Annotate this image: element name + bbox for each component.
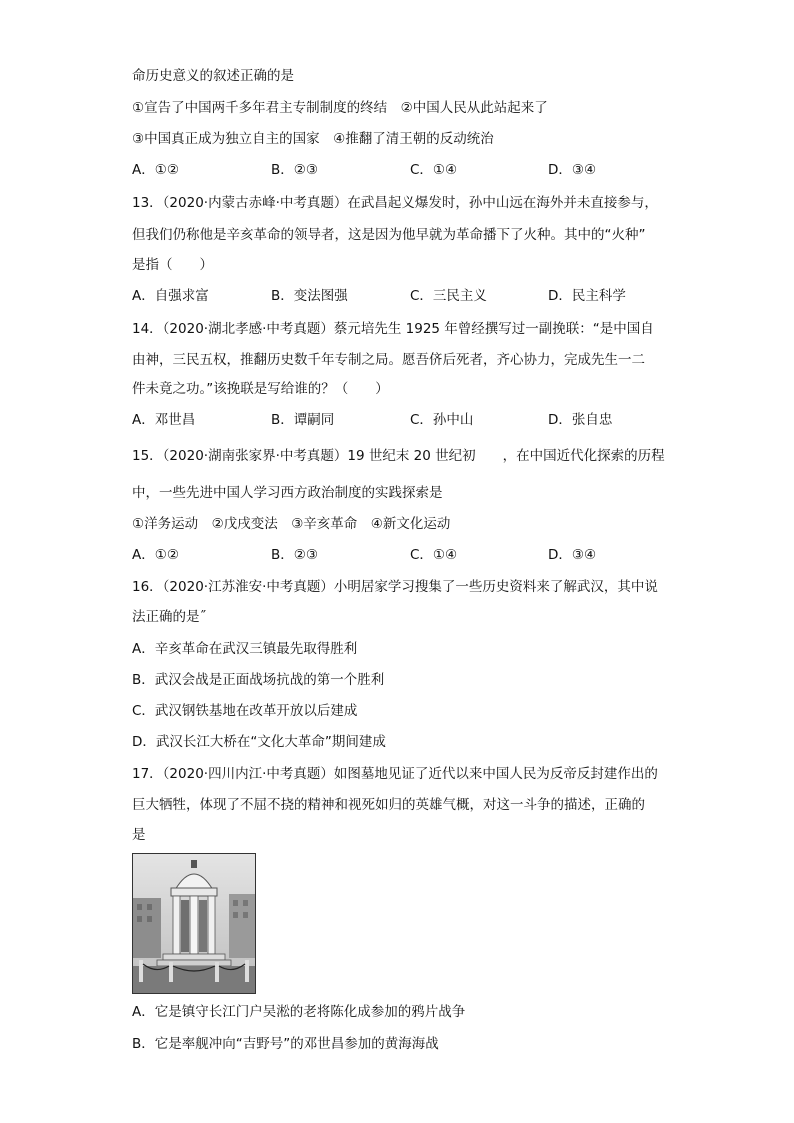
option-d: D．武汉长江大桥在“文化大革命”期间建成 bbox=[132, 734, 386, 750]
option-a: A．邓世昌 bbox=[132, 412, 196, 428]
option-c: C．武汉钢铁基地在改革开放以后建成 bbox=[132, 703, 358, 719]
option-a: A．①② bbox=[132, 162, 179, 178]
question-text-line: 命历史意义的叙述正确的是 bbox=[132, 68, 294, 84]
question-17-line: 17．（2020·四川内江·中考真题）如图墓地见证了近代以来中国人民为反帝反封建作出的 bbox=[132, 766, 658, 782]
question-17-line: 巨大牺牲，体现了不屈不挠的精神和视死如归的英雄气概，对这一斗争的描述，正确的 bbox=[132, 797, 645, 813]
question-15-line: 15．（2020·湖南张家界·中考真题）19 世纪末 20 世纪初 ，在中国近代化探索的历程 bbox=[132, 448, 665, 464]
question-14-line: 14．（2020·湖北孝感·中考真题）蔡元培先生 1925 年曾经撰写过一副挽联：“是中国自 bbox=[132, 321, 654, 337]
question-13-line: 13．（2020·内蒙古赤峰·中考真题）在武昌起义爆发时，孙中山远在海外并未直接参与， bbox=[132, 195, 658, 211]
option-b: B．②③ bbox=[271, 547, 318, 563]
option-a: A．它是镇守长江门户吴淞的老将陈化成参加的鸦片战争 bbox=[132, 1004, 466, 1020]
option-d: D．③④ bbox=[548, 547, 597, 563]
option-b: B．变法图强 bbox=[271, 288, 348, 304]
option-c: C．①④ bbox=[410, 547, 458, 563]
option-d: D．张自忠 bbox=[548, 412, 613, 428]
option-c: C．①④ bbox=[410, 162, 458, 178]
question-14-line: 由神，三民五权，推翻历史数千年专制之局。愿吾侪后死者，齐心协力，完成先生一二 bbox=[132, 352, 645, 368]
memorial-tomb-photo bbox=[132, 853, 256, 994]
option-a: A．自强求富 bbox=[132, 288, 209, 304]
option-b: B．它是率舰冲向“吉野号”的邓世昌参加的黄海海战 bbox=[132, 1036, 439, 1052]
question-14-line: 件未竟之功。”该挽联是写给谁的？（ ） bbox=[132, 381, 389, 397]
option-a: A．辛亥革命在武汉三镇最先取得胜利 bbox=[132, 641, 358, 657]
option-c: C．孙中山 bbox=[410, 412, 474, 428]
option-a: A．①② bbox=[132, 547, 179, 563]
question-15-line: ①洋务运动 ②戊戌变法 ③辛亥革命 ④新文化运动 bbox=[132, 516, 451, 532]
option-b: B．武汉会战是正面战场抗战的第一个胜利 bbox=[132, 672, 385, 688]
question-17-line: 是 bbox=[132, 827, 146, 843]
question-text-line: ③中国真正成为独立自主的国家 ④推翻了清王朝的反动统治 bbox=[132, 131, 494, 147]
option-d: D．民主科学 bbox=[548, 288, 626, 304]
option-b: B．②③ bbox=[271, 162, 318, 178]
question-13-line: 但我们仍称他是辛亥革命的领导者，这是因为他早就为革命播下了火种。其中的“火种” bbox=[132, 227, 646, 243]
question-13-line: 是指（ ） bbox=[132, 257, 213, 273]
question-15-line: 中，一些先进中国人学习西方政治制度的实践探索是 bbox=[132, 485, 443, 501]
option-d: D．③④ bbox=[548, 162, 597, 178]
option-c: C．三民主义 bbox=[410, 288, 487, 304]
question-text-line: ①宣告了中国两千多年君主专制制度的终结 ②中国人民从此站起来了 bbox=[132, 100, 548, 116]
option-b: B．谭嗣同 bbox=[271, 412, 335, 428]
question-16-line: 法正确的是˝ bbox=[132, 609, 207, 625]
question-16-line: 16．（2020·江苏淮安·中考真题）小明居家学习搜集了一些历史资料来了解武汉，其中说 bbox=[132, 579, 658, 595]
